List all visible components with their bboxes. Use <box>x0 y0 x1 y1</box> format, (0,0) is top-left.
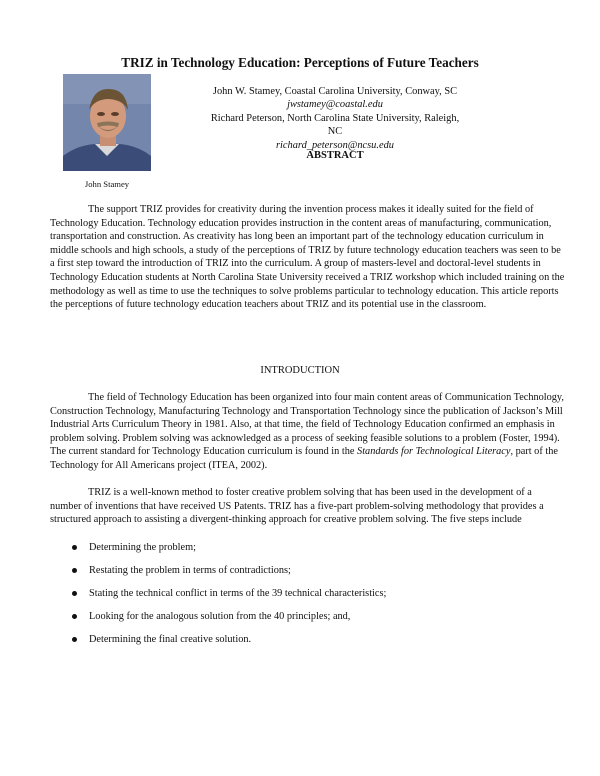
abstract-heading: ABSTRACT <box>306 150 364 161</box>
author-2-email[interactable]: richard_peterson@ncsu.edu <box>276 139 394 151</box>
bullet-icon <box>72 614 77 619</box>
intro-p2-text: TRIZ is a well-known method to foster creative problem solving that has been used in the development of a number of inventions that have received US Patents. TRIZ has a five-part problem-solving methodology that provides a structured approach to assisting a divergent-thinking approach for creative problem solving. The five steps include <box>50 487 544 526</box>
list-item-text: Determining the final creative solution. <box>89 634 252 645</box>
author-1-affiliation: John W. Stamey, Coastal Carolina University, Conway, SC <box>212 86 458 97</box>
bullet-icon <box>72 591 77 596</box>
list-item <box>50 564 565 587</box>
list-item-text: Looking for the analogous solution from the 40 principles; and, <box>89 611 351 622</box>
list-item <box>50 541 565 564</box>
introduction-paragraph-1 <box>50 391 565 473</box>
list-item <box>50 633 565 656</box>
intro-p1-standards-title: Standards for Technological Literacy <box>357 446 511 458</box>
list-item <box>50 587 565 610</box>
abstract-text: The support TRIZ provides for creativity during the invention process makes it ideally suited for the field of Technology Education. Technology education provides instruction in the content areas of manufacturing, communication, transportation and construction. As creativity has long been an important part of the technology education curriculum in middle schools and high schools, a study of the perceptions of TRIZ by future technology education teachers was seen to be a first step toward the introduction of TRIZ into the curriculum. A group of masters-level and doctoral-level students in Technology Education students at North Carolina State University received a TRIZ workshop which included training on the methodology as well as time to use the techniques to solve problems particular to technology education. This article reports the perceptions of future technology education teachers about TRIZ and its potential use in the classroom. <box>50 204 565 311</box>
author-block <box>210 85 460 152</box>
author-1-email[interactable]: jwstamey@coastal.edu <box>287 99 383 111</box>
abstract-paragraph <box>50 203 565 312</box>
triz-steps-list <box>50 541 565 656</box>
introduction-paragraph-2 <box>50 486 565 527</box>
bullet-icon <box>72 637 77 642</box>
list-item-text: Determining the problem; <box>89 542 196 553</box>
photo-caption: John Stamey <box>84 179 130 189</box>
list-item-text: Restating the problem in terms of contradictions; <box>89 565 291 576</box>
intro-p1-text-end: , part of the Technology for All Americans project (ITEA, 2002). <box>50 446 558 471</box>
paper-title: TRIZ in Technology Education: Perceptions of Future Teachers <box>121 55 479 70</box>
list-item-text: Stating the technical conflict in terms of the 39 technical characteristics; <box>89 588 387 599</box>
intro-p1-text: The field of Technology Education has been organized into four main content areas of Communication Technology, Construction Technology, Manufacturing Technology and Transportation Technology since the publication of Jackson’s Mill Industrial Arts Curriculum Theory in 1981. Also, at that time, the field of Technology Education confirmed an emphasis in problem solving. Problem solving was acknowledged as a process of seeking feasible solutions to a problem (Foster, 1994). The current standard for Technology Education curriculum is found in the <box>50 392 564 458</box>
bullet-icon <box>72 568 77 573</box>
author-portrait-image <box>63 74 151 171</box>
bullet-icon <box>72 545 77 550</box>
author-photo <box>63 74 151 171</box>
introduction-heading: INTRODUCTION <box>260 365 340 376</box>
author-2-affiliation: Richard Peterson, North Carolina State University, Raleigh, NC <box>210 112 460 138</box>
list-item <box>50 610 565 633</box>
